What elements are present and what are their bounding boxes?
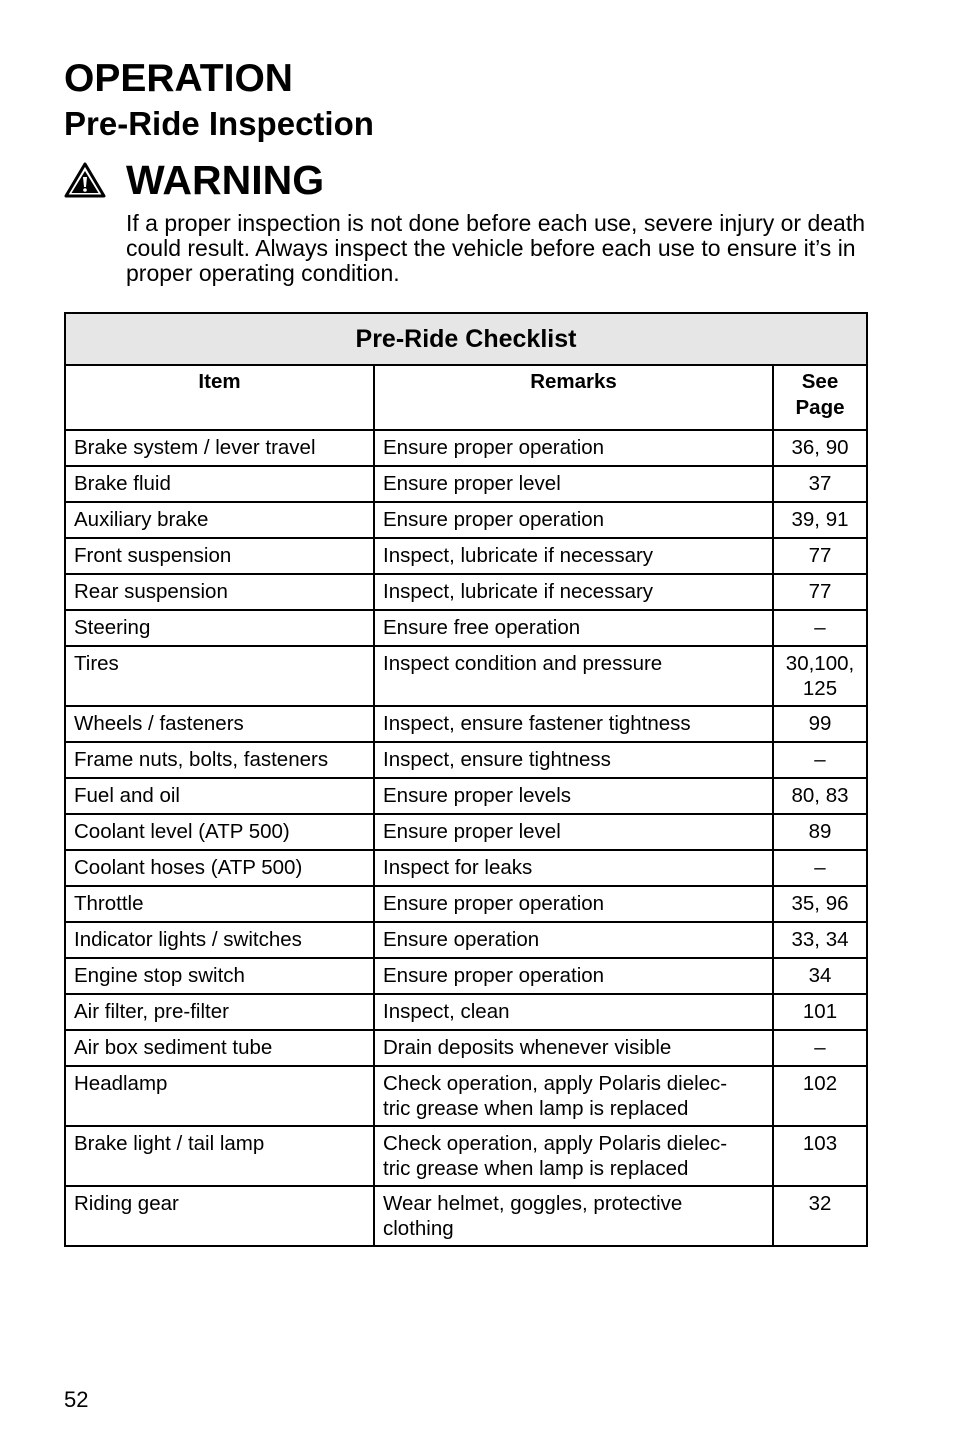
remarks-cell	[374, 502, 773, 538]
item-cell: Brake system / lever travel	[65, 430, 374, 466]
see-page-line: –	[814, 856, 826, 879]
remarks-cell	[374, 538, 773, 574]
see-page-line: 30,100,	[785, 652, 855, 675]
table-row	[65, 742, 867, 778]
item-cell: Coolant level (ATP 500)	[65, 814, 374, 850]
remarks-line: Ensure proper levels	[383, 784, 572, 807]
see-page-cell	[773, 922, 867, 958]
see-page-line: 101	[802, 1000, 838, 1023]
see-page-cell	[773, 502, 867, 538]
remarks-line: Check operation, apply Polaris dielec-	[383, 1132, 728, 1155]
see-page-line: 125	[802, 677, 838, 700]
pre-ride-checklist-table	[64, 312, 868, 1247]
item-cell: Steering	[65, 610, 374, 646]
remarks-line: Ensure proper operation	[383, 508, 605, 531]
checklist-body	[65, 430, 867, 1246]
remarks-cell	[374, 958, 773, 994]
column-header-see-page	[773, 365, 867, 430]
remarks-cell	[374, 1030, 773, 1066]
see-page-cell	[773, 1186, 867, 1246]
remarks-line: Inspect, clean	[383, 1000, 510, 1023]
item-cell: Brake light / tail lamp	[65, 1126, 374, 1186]
column-header-item: Item	[65, 365, 374, 430]
item-cell: Tires	[65, 646, 374, 706]
item-cell: Wheels / fasteners	[65, 706, 374, 742]
remarks-cell	[374, 850, 773, 886]
remarks-line: Check operation, apply Polaris dielec-	[383, 1072, 728, 1095]
see-page-cell	[773, 610, 867, 646]
warning-triangle-icon	[64, 162, 106, 198]
remarks-cell	[374, 466, 773, 502]
remarks-cell	[374, 922, 773, 958]
remarks-line: Inspect, ensure tightness	[383, 748, 611, 771]
see-page-line: 37	[808, 472, 832, 495]
see-page-line: 80, 83	[791, 784, 849, 807]
table-row	[65, 538, 867, 574]
item-cell: Frame nuts, bolts, fasteners	[65, 742, 374, 778]
item-cell: Engine stop switch	[65, 958, 374, 994]
see-page-line: 36, 90	[791, 436, 849, 459]
remarks-line: Ensure proper operation	[383, 892, 605, 915]
table-row	[65, 430, 867, 466]
table-row	[65, 1126, 867, 1186]
remarks-cell	[374, 742, 773, 778]
item-cell: Front suspension	[65, 538, 374, 574]
item-cell: Coolant hoses (ATP 500)	[65, 850, 374, 886]
table-row	[65, 1186, 867, 1246]
see-page-line: –	[814, 616, 826, 639]
remarks-line: Ensure free operation	[383, 616, 581, 639]
table-row	[65, 1066, 867, 1126]
see-page-line: –	[814, 748, 826, 771]
see-page-line: 35, 96	[791, 892, 849, 915]
warning-text: If a proper inspection is not done before each use, severe injury or death could result. Always inspect the vehicle before each use to ensure it’s in proper operating condition.	[126, 210, 866, 286]
item-cell: Air box sediment tube	[65, 1030, 374, 1066]
table-row	[65, 502, 867, 538]
see-page-line: 77	[808, 544, 832, 567]
remarks-cell	[374, 1066, 773, 1126]
see-page-line: 34	[808, 964, 832, 987]
remarks-cell	[374, 814, 773, 850]
table-row	[65, 922, 867, 958]
item-cell: Indicator lights / switches	[65, 922, 374, 958]
see-page-cell	[773, 706, 867, 742]
item-cell: Headlamp	[65, 1066, 374, 1126]
see-page-cell	[773, 958, 867, 994]
see-page-line: 102	[802, 1072, 838, 1095]
see-page-cell	[773, 1066, 867, 1126]
remarks-line: tric grease when lamp is replaced	[383, 1097, 689, 1120]
table-row	[65, 994, 867, 1030]
item-cell: Brake fluid	[65, 466, 374, 502]
remarks-line: clothing	[383, 1217, 454, 1240]
remarks-cell	[374, 610, 773, 646]
table-row	[65, 1030, 867, 1066]
see-page-cell	[773, 814, 867, 850]
column-header-see-page-line1: See	[801, 370, 839, 393]
see-page-cell	[773, 886, 867, 922]
see-page-cell	[773, 742, 867, 778]
remarks-line: Drain deposits whenever visible	[383, 1036, 672, 1059]
table-row	[65, 850, 867, 886]
column-header-remarks: Remarks	[374, 365, 773, 430]
see-page-line: 89	[808, 820, 832, 843]
see-page-line: 33, 34	[791, 928, 849, 951]
warning-header	[64, 156, 324, 204]
remarks-cell	[374, 646, 773, 706]
item-cell: Auxiliary brake	[65, 502, 374, 538]
remarks-line: Ensure operation	[383, 928, 540, 951]
table-row	[65, 466, 867, 502]
column-header-see-page-line2: Page	[795, 396, 845, 419]
remarks-cell	[374, 706, 773, 742]
remarks-cell	[374, 1186, 773, 1246]
remarks-cell	[374, 574, 773, 610]
remarks-line: Ensure proper level	[383, 472, 561, 495]
item-cell: Air filter, pre-filter	[65, 994, 374, 1030]
see-page-cell	[773, 430, 867, 466]
remarks-line: Inspect for leaks	[383, 856, 533, 879]
remarks-cell	[374, 1126, 773, 1186]
see-page-cell	[773, 466, 867, 502]
see-page-cell	[773, 538, 867, 574]
checklist-title: Pre-Ride Checklist	[65, 313, 867, 365]
see-page-line: –	[814, 1036, 826, 1059]
remarks-cell	[374, 430, 773, 466]
remarks-line: Inspect, lubricate if necessary	[383, 580, 654, 603]
see-page-line: 103	[802, 1132, 838, 1155]
subsection-title: Pre-Ride Inspection	[64, 105, 374, 142]
remarks-line: Ensure proper operation	[383, 964, 605, 987]
see-page-cell	[773, 574, 867, 610]
warning-title: WARNING	[126, 157, 325, 203]
see-page-line: 39, 91	[791, 508, 849, 531]
table-row	[65, 958, 867, 994]
remarks-line: Inspect condition and pressure	[383, 652, 663, 675]
see-page-cell	[773, 646, 867, 706]
see-page-cell	[773, 778, 867, 814]
remarks-line: Wear helmet, goggles, protective	[383, 1192, 683, 1215]
see-page-cell	[773, 1126, 867, 1186]
table-row	[65, 706, 867, 742]
table-row	[65, 886, 867, 922]
page-number: 52	[64, 1387, 89, 1412]
remarks-line: Inspect, ensure fastener tightness	[383, 712, 691, 735]
table-row	[65, 814, 867, 850]
remarks-line: tric grease when lamp is replaced	[383, 1157, 689, 1180]
checklist-title-row	[65, 313, 867, 365]
checklist-header-row	[65, 365, 867, 430]
remarks-line: Inspect, lubricate if necessary	[383, 544, 654, 567]
see-page-line: 32	[808, 1192, 832, 1215]
table-row	[65, 574, 867, 610]
remarks-line: Ensure proper operation	[383, 436, 605, 459]
see-page-line: 77	[808, 580, 832, 603]
see-page-cell	[773, 850, 867, 886]
see-page-cell	[773, 1030, 867, 1066]
table-row	[65, 778, 867, 814]
see-page-line: 99	[808, 712, 832, 735]
see-page-cell	[773, 994, 867, 1030]
remarks-cell	[374, 994, 773, 1030]
item-cell: Fuel and oil	[65, 778, 374, 814]
section-title: OPERATION	[64, 57, 293, 100]
item-cell: Rear suspension	[65, 574, 374, 610]
table-row	[65, 610, 867, 646]
remarks-line: Ensure proper level	[383, 820, 561, 843]
item-cell: Throttle	[65, 886, 374, 922]
item-cell: Riding gear	[65, 1186, 374, 1246]
table-row	[65, 646, 867, 706]
remarks-cell	[374, 886, 773, 922]
remarks-cell	[374, 778, 773, 814]
